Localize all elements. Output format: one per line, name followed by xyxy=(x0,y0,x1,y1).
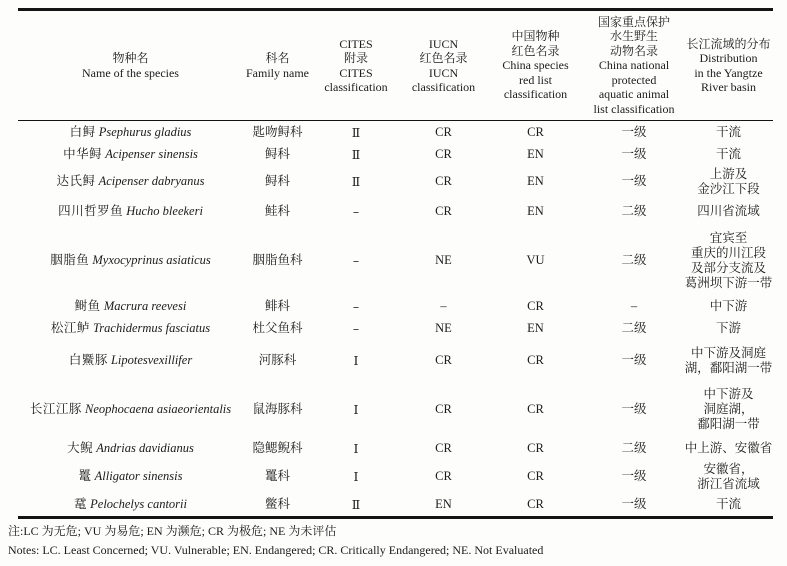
distribution-cell xyxy=(684,340,773,382)
cites-cell: – xyxy=(352,204,360,219)
distribution-cell xyxy=(684,382,773,438)
family-cell: 匙吻鲟科 xyxy=(252,124,303,139)
iucn-cell: CR xyxy=(435,441,452,455)
species-name-cell xyxy=(18,340,243,382)
column-header-family-name xyxy=(243,11,312,121)
note-line-zh: 注:LC 为无危; VU 为易危; EN 为濒危; CR 为极危; NE 为未评估 xyxy=(8,524,337,538)
family-cell: 鲟科 xyxy=(264,147,290,161)
species-name-latin: Pelochelys cantorii xyxy=(90,497,187,511)
distribution-cell xyxy=(684,198,773,226)
distribution-line: 干流 xyxy=(715,124,741,139)
distribution-cell xyxy=(684,144,773,166)
china-redlist-cell: CR xyxy=(527,299,544,313)
column-header-distribution xyxy=(684,11,773,121)
species-name-zh: 鲥鱼 xyxy=(74,299,101,313)
cites-cell: – xyxy=(352,253,360,268)
iucn-cell: CR xyxy=(435,353,452,367)
species-name-zh: 鼍 xyxy=(78,469,92,483)
distribution-line: 及部分支流及 xyxy=(690,260,766,275)
species-name-cell xyxy=(18,318,243,340)
species-name-zh: 白鲟 xyxy=(69,124,96,139)
header-line: 中国物种 xyxy=(511,29,560,44)
header-line: red list xyxy=(519,72,552,87)
cites-cell: – xyxy=(352,299,360,314)
china-redlist-cell: EN xyxy=(527,174,544,188)
species-name-zh: 长江江豚 xyxy=(29,402,82,416)
table-row xyxy=(18,198,773,226)
header-line: 物种名 xyxy=(112,51,149,65)
header-line: Distribution xyxy=(699,51,758,65)
family-cell: 鲱科 xyxy=(264,299,290,313)
species-name-cell xyxy=(18,296,243,318)
national-list-cell: 一级 xyxy=(621,402,647,416)
iucn-cell: EN xyxy=(435,497,452,511)
national-list-cell: – xyxy=(630,299,638,313)
distribution-line: 中下游 xyxy=(709,299,748,313)
distribution-line: 下游 xyxy=(715,321,741,335)
species-name-latin: Myxocyprinus asiaticus xyxy=(92,253,211,267)
column-header-iucn-classification xyxy=(400,11,487,121)
table-header-row xyxy=(18,11,773,121)
distribution-cell xyxy=(684,438,773,460)
cites-cell: Ⅰ xyxy=(353,402,359,417)
china-redlist-cell: CR xyxy=(527,124,544,139)
table-row xyxy=(18,144,773,166)
header-line: classification xyxy=(324,80,388,94)
column-header-national-protected-list xyxy=(584,11,684,121)
family-cell: 胭脂鱼科 xyxy=(252,253,303,267)
header-line: 动物名录 xyxy=(609,43,658,58)
column-header-cites-classification xyxy=(312,11,400,121)
species-name-cell xyxy=(18,494,243,516)
species-name-latin: Neophocaena asiaeorientalis xyxy=(84,402,232,416)
species-name-cell xyxy=(18,144,243,166)
family-cell: 河豚科 xyxy=(258,353,297,367)
species-name-latin: Macrura reevesi xyxy=(103,299,187,313)
table-row xyxy=(18,438,773,460)
species-name-latin: Psephurus gladius xyxy=(98,124,192,139)
table-row xyxy=(18,318,773,340)
iucn-cell: CR xyxy=(435,402,452,416)
species-name-zh: 四川哲罗鱼 xyxy=(58,204,124,218)
distribution-line: 重庆的川江段 xyxy=(690,245,766,260)
distribution-cell xyxy=(684,460,773,494)
distribution-line: 四川省流域 xyxy=(697,204,760,218)
national-list-cell: 二级 xyxy=(621,204,647,218)
distribution-cell xyxy=(684,166,773,198)
distribution-line: 安徽省， xyxy=(703,461,754,476)
china-redlist-cell: CR xyxy=(527,469,544,483)
national-list-cell: 一级 xyxy=(621,124,647,139)
distribution-line: 金沙江下段 xyxy=(697,181,760,196)
header-line: 红色名录 xyxy=(511,43,560,58)
distribution-line: 鄱阳湖一带 xyxy=(697,417,760,431)
cites-cell: Ⅱ xyxy=(351,147,361,162)
family-cell: 鲟科 xyxy=(264,174,290,188)
species-name-zh: 达氏鲟 xyxy=(56,174,96,188)
header-line: Name of the species xyxy=(82,65,179,80)
cites-cell: Ⅰ xyxy=(353,441,359,456)
header-line: IUCN xyxy=(428,65,459,80)
distribution-line: 中上游、安徽省 xyxy=(684,441,773,455)
column-header-species-name xyxy=(18,11,243,121)
table-notes xyxy=(8,522,780,559)
distribution-cell xyxy=(684,296,773,318)
header-line: aquatic animal xyxy=(598,87,670,102)
national-list-cell: 一级 xyxy=(621,174,647,188)
china-redlist-cell: EN xyxy=(527,147,544,161)
table-row xyxy=(18,121,773,144)
distribution-line: 葛洲坝下游一带 xyxy=(684,275,773,290)
table-row xyxy=(18,226,773,296)
species-name-zh: 松江鲈 xyxy=(50,321,90,335)
family-cell: 鼍科 xyxy=(264,469,290,483)
species-name-zh: 白鱀豚 xyxy=(68,353,108,367)
header-line: 红色名录 xyxy=(419,51,468,65)
family-cell: 鼠海豚科 xyxy=(252,402,303,416)
column-header-china-red-list xyxy=(487,11,584,121)
cites-cell: Ⅰ xyxy=(353,469,359,484)
iucn-cell: NE xyxy=(435,253,452,267)
header-line: classification xyxy=(503,87,568,102)
family-cell: 鳖科 xyxy=(264,497,290,511)
family-cell: 隐鳃鲵科 xyxy=(252,441,303,455)
species-name-cell xyxy=(18,198,243,226)
species-name-latin: Acipenser dabryanus xyxy=(98,174,205,188)
cites-cell: Ⅱ xyxy=(351,497,361,512)
table-row xyxy=(18,382,773,438)
iucn-cell: – xyxy=(440,299,447,313)
header-line: IUCN xyxy=(428,36,459,51)
species-name-latin: Trachidermus fasciatus xyxy=(93,321,211,335)
species-name-cell xyxy=(18,226,243,296)
table-row xyxy=(18,460,773,494)
national-list-cell: 二级 xyxy=(621,321,647,335)
header-line: 水生野生 xyxy=(609,29,658,44)
species-name-cell xyxy=(18,121,243,144)
national-list-cell: 一级 xyxy=(621,469,647,483)
cites-cell: – xyxy=(352,321,360,336)
iucn-cell: CR xyxy=(435,174,452,188)
china-redlist-cell: CR xyxy=(527,441,544,455)
species-name-zh: 大鲵 xyxy=(67,441,94,455)
distribution-line: 洞庭湖， xyxy=(703,402,754,416)
distribution-cell xyxy=(684,226,773,296)
species-name-latin: Andrias davidianus xyxy=(96,441,194,455)
iucn-cell: CR xyxy=(435,124,452,139)
cites-cell: Ⅰ xyxy=(353,353,359,368)
distribution-cell xyxy=(684,318,773,340)
national-list-cell: 一级 xyxy=(621,353,647,367)
species-name-latin: Alligator sinensis xyxy=(94,469,183,483)
header-line: CITES xyxy=(339,36,373,51)
national-list-cell: 一级 xyxy=(621,497,647,511)
china-redlist-cell: CR xyxy=(527,497,544,511)
distribution-line: 湖，鄱阳湖一带 xyxy=(684,360,773,375)
header-line: 长江流域的分布 xyxy=(686,36,771,51)
table-row xyxy=(18,296,773,318)
header-line: China national xyxy=(598,58,670,73)
header-line: list classification xyxy=(593,101,675,116)
header-line: CITES xyxy=(339,65,373,80)
distribution-cell xyxy=(684,121,773,144)
iucn-cell: CR xyxy=(435,147,452,161)
species-name-zh: 鼋 xyxy=(74,497,88,511)
distribution-line: 浙江省流域 xyxy=(697,476,760,491)
header-line: 国家重点保护 xyxy=(597,14,670,29)
species-name-latin: Acipenser sinensis xyxy=(105,147,198,161)
china-redlist-cell: EN xyxy=(527,204,544,218)
header-line: China species xyxy=(502,58,569,73)
distribution-line: 干流 xyxy=(715,497,741,511)
family-cell: 杜父鱼科 xyxy=(252,321,303,335)
header-line: 附录 xyxy=(343,51,368,65)
header-line: classification xyxy=(411,80,476,94)
distribution-cell xyxy=(684,494,773,516)
header-line: River basin xyxy=(701,80,756,94)
national-list-cell: 二级 xyxy=(621,253,647,267)
china-redlist-cell: EN xyxy=(527,321,544,335)
species-name-cell xyxy=(18,460,243,494)
national-list-cell: 一级 xyxy=(621,147,647,161)
header-line: 科名 xyxy=(265,51,290,65)
table-row xyxy=(18,340,773,382)
species-name-zh: 胭脂鱼 xyxy=(50,253,90,267)
species-name-cell xyxy=(18,438,243,460)
iucn-cell: NE xyxy=(435,321,452,335)
china-redlist-cell: VU xyxy=(526,253,545,267)
species-table-frame xyxy=(18,8,773,519)
distribution-line: 上游及 xyxy=(709,166,748,181)
distribution-line: 干流 xyxy=(715,147,741,161)
distribution-line: 宜宾至 xyxy=(709,230,748,245)
species-name-zh: 中华鲟 xyxy=(63,147,103,161)
header-line: Family name xyxy=(246,65,309,80)
species-name-cell xyxy=(18,166,243,198)
iucn-cell: CR xyxy=(435,204,452,218)
china-redlist-cell: CR xyxy=(527,402,544,416)
header-line: in the Yangtze xyxy=(694,65,763,80)
china-redlist-cell: CR xyxy=(527,353,544,367)
table-row xyxy=(18,166,773,198)
distribution-line: 中下游及 xyxy=(703,387,754,401)
note-line-en: Notes: LC. Least Concerned; VU. Vulnerable; EN. Endangered; CR. Critically Endangered; NE. Not Evaluated xyxy=(8,542,544,557)
distribution-line: 中下游及洞庭 xyxy=(690,345,766,360)
national-list-cell: 二级 xyxy=(621,441,647,455)
species-table xyxy=(18,11,773,516)
cites-cell: Ⅱ xyxy=(351,174,361,189)
species-name-latin: Hucho bleekeri xyxy=(126,204,203,218)
species-name-cell xyxy=(18,382,243,438)
species-name-latin: Lipotesvexillifer xyxy=(110,353,193,367)
header-line: protected xyxy=(611,72,657,87)
family-cell: 鲑科 xyxy=(264,204,290,218)
table-row xyxy=(18,494,773,516)
iucn-cell: CR xyxy=(435,469,452,483)
cites-cell: Ⅱ xyxy=(351,124,361,140)
